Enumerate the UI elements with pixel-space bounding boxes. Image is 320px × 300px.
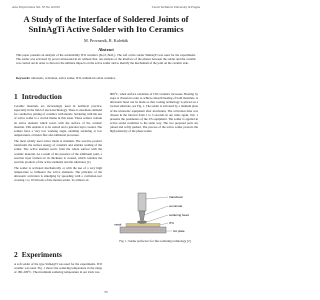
solder-drop [137,220,147,223]
figure-soldering-setup [112,191,198,237]
section-heading-introduction [14,92,62,101]
label-substrate: ITO [169,221,174,225]
section-title: Experiments [21,250,62,259]
label-metal: metal [114,222,122,227]
section-heading-experiments [14,250,62,259]
keywords-line [16,76,196,80]
abstract-text: This paper presents an analysis of the solderability ITO ceramics (In₂O₃/SnO₂). The soft active solder SnInAgTi was used for the experiments. The solder was activated by power ultrasound in air without flux. An analysis of the interface of the phases between the solder and the ceramic was carried out in order to discover the ultimate impacts on the active solder and to identify the mechanism of the joint on the ceramic side. [16,53,196,66]
ito-substrate [126,224,160,227]
section-title: Introduction [21,92,62,101]
figure-caption: Fig. 1: Solder prefactors for fine soldering technology [2] [119,239,191,243]
access-header: Czech Technical University in Prague [151,5,200,9]
paragraph: A soft solder of the type SnInAgTi was used for the experiments. ITO ceramic was used. Fig. 1 shows the soldering temperature in the range of 180–200°C. The maximum soldering temperature in our trials was [14,262,102,275]
paragraph: Ceramic materials are increasingly used in technical practice, especially in the field of electrotechnology. There is enormous demand for conductive joining of ceramics with metals. Soldering with the use of active solder is a crucial theme in this issue. These solders contain an active element which reacts with the surface of the ceramic material. This enables it to be wetted and a junction layer created. The solders have a very low working angle, enabling soldering at low temperatures, obviates flux and additional processes. [14,104,102,138]
section-number: 2 [14,250,18,259]
label-transducer: transducer [169,195,184,199]
keywords-text: ultrasonic, activation, active solder, ITO, indium-tin oxide ceramics. [31,76,116,80]
paragraph: 800°C, when surface oxidation of ITO ceramics increases. Heating by steps is chosen in order to achieve smooth heating of both materials. A ultrasonic head can be made so that cooling technology is placed on a located substrate, see Fig. 1. The solder is activated by a titanium plate of the ultrasonic equipment after incubation. The activation time was chosen in the interval from 1 to 3 seconds in our trials again. Tab. 1 presents the parameters of the US equipment. The solder is applied in active sound condition to the same way. The two prepared parts are joined and softly pushed. The process of the active solder protects the high plasticity of the phase solder. [110,92,198,134]
section-number: 1 [14,92,18,101]
label-solder: soldering head [169,213,189,217]
sonotrode-shape [139,211,145,220]
left-column-intro [14,104,102,184]
journal-header: Acta Polytechnica Vol. 50 No. 6/2010 [12,5,60,9]
page-number: 55 [104,290,108,294]
keywords-label: Keywords: [16,76,31,80]
paragraph: The most widely used active metal is titanium. The reactive product transforms the surface energy of ceramics and enables wetting of the solder. The active element reacts from the whole surface with the ceramic material. As a result of the presence of the additional joint, a reaction layer formed on its thickness is created, which contains the reaction products of the active elements and the substrates [1]. [14,139,102,164]
paper-title: A Study of the Interface of Soldered Joints of SnInAgTi Active Solder with Ito Ceramics [23,14,189,34]
paragraph: The solder is activated mechanically or with the use of a very high temperature to influence the active elements. The principle of the ultrasonic activation is smudging by spreading with a cavitation-tool crossing 1 to 10 microns of the molten solder. To achieve an [14,165,102,183]
soldering-diagram [112,191,198,237]
right-column-text [110,92,198,135]
abstract-heading: Abstract [98,47,114,52]
transducer-shape [138,193,146,211]
paper-authors: M. Provazník, R. Koleňák [84,38,128,43]
left-column-experiments [14,262,102,276]
label-sonotrode: sonotrode [169,204,183,208]
label-heater: hot plate [173,229,185,233]
